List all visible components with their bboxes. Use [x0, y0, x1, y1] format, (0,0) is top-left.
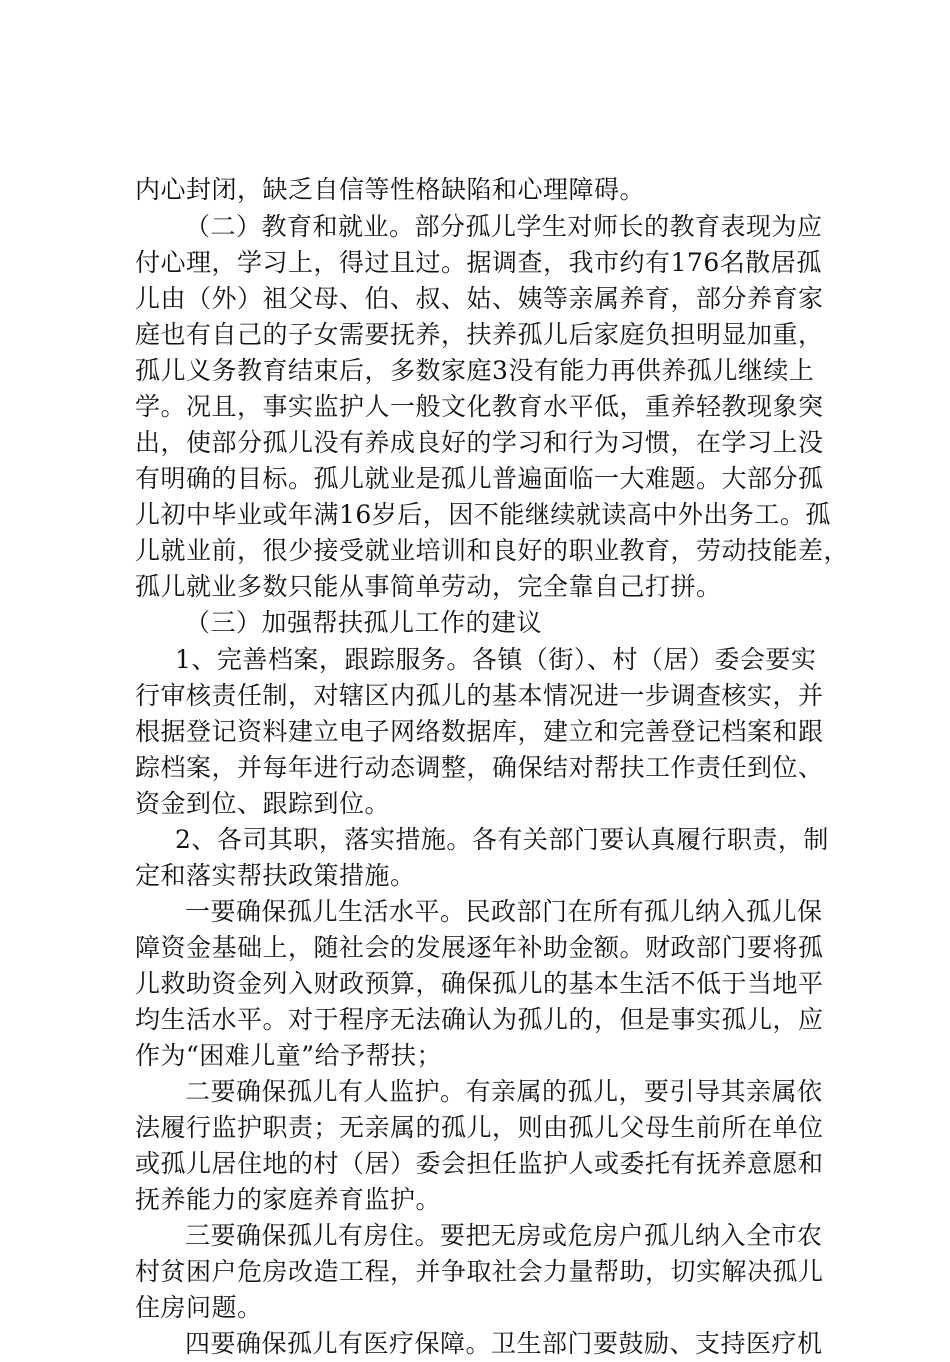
text-line: 障资金基础上，随社会的发展逐年补助金额。财政部门要将孤 — [135, 933, 824, 962]
text-line: 资金到位、跟踪到位。 — [135, 789, 391, 818]
text-line: 抚养能力的家庭养育监护。 — [135, 1185, 442, 1214]
text-line: 2、各司其职，落实措施。各有关部门要认真履行职责，制 — [175, 825, 829, 854]
text-line: 均生活水平。对于程序无法确认为孤儿的，但是事实孤儿，应 — [135, 1005, 824, 1034]
text-line: 儿初中毕业或年满16岁后，因不能继续就读高中外出务工。孤 — [135, 500, 831, 529]
text-line: 付心理，学习上，得过且过。据调查，我市约有176名散居孤 — [135, 248, 822, 277]
text-line: 二要确保孤儿有人监护。有亲属的孤儿，要引导其亲属依 — [185, 1077, 823, 1106]
text-line: 一要确保孤儿生活水平。民政部门在所有孤儿纳入孤儿保 — [185, 897, 823, 926]
text-line: 儿就业前，很少接受就业培训和良好的职业教育，劳动技能差， — [135, 536, 850, 565]
text-line: 村贫困户危房改造工程，并争取社会力量帮助，切实解决孤儿 — [135, 1257, 824, 1286]
text-line: 孤儿义务教育结束后，多数家庭3没有能力再供养孤儿继续上 — [135, 356, 815, 385]
text-line: （二）教育和就业。部分孤儿学生对师长的教育表现为应 — [185, 212, 823, 241]
text-line: 行审核责任制，对辖区内孤儿的基本情况进一步调查核实，并 — [135, 681, 824, 710]
text-line: 定和落实帮扶政策措施。 — [135, 861, 416, 890]
text-line: 或孤儿居住地的村（居）委会担任监护人或委托有抚养意愿和 — [135, 1149, 824, 1178]
text-line: 作为“困难儿童”给予帮扶； — [135, 1041, 443, 1070]
text-line: 儿救助资金列入财政预算，确保孤儿的基本生活不低于当地平 — [135, 969, 824, 998]
text-line: 四要确保孤儿有医疗保障。卫生部门要鼓励、支持医疗机 — [185, 1329, 823, 1358]
text-line: 三要确保孤儿有房住。要把无房或危房户孤儿纳入全市农 — [185, 1221, 823, 1250]
text-line: 内心封闭，缺乏自信等性格缺陷和心理障碍。 — [135, 175, 646, 204]
section-heading: （三）加强帮扶孤儿工作的建议 — [185, 608, 543, 637]
text-line: 1、完善档案，跟踪服务。各镇（街）、村（居）委会要实 — [175, 645, 817, 674]
text-line: 孤儿就业多数只能从事简单劳动，完全靠自己打拼。 — [135, 572, 722, 601]
text-line: 踪档案，并每年进行动态调整，确保结对帮扶工作责任到位、 — [135, 753, 824, 782]
text-line: 出，使部分孤儿没有养成良好的学习和行为习惯，在学习上没 — [135, 428, 824, 457]
text-line: 法履行监护职责；无亲属的孤儿，则由孤儿父母生前所在单位 — [135, 1113, 824, 1142]
text-line: 住房问题。 — [135, 1293, 263, 1322]
text-line: 儿由（外）祖父母、伯、叔、姑、姨等亲属养育，部分养育家 — [135, 284, 824, 313]
text-line: 有明确的目标。孤儿就业是孤儿普遍面临一大难题。大部分孤 — [135, 464, 824, 493]
text-line: 学。况且，事实监护人一般文化教育水平低，重养轻教现象突 — [135, 392, 824, 421]
text-line: 庭也有自己的子女需要抚养，扶养孤儿后家庭负担明显加重， — [135, 320, 824, 349]
text-line: 根据登记资料建立电子网络数据库，建立和完善登记档案和跟 — [135, 717, 824, 746]
